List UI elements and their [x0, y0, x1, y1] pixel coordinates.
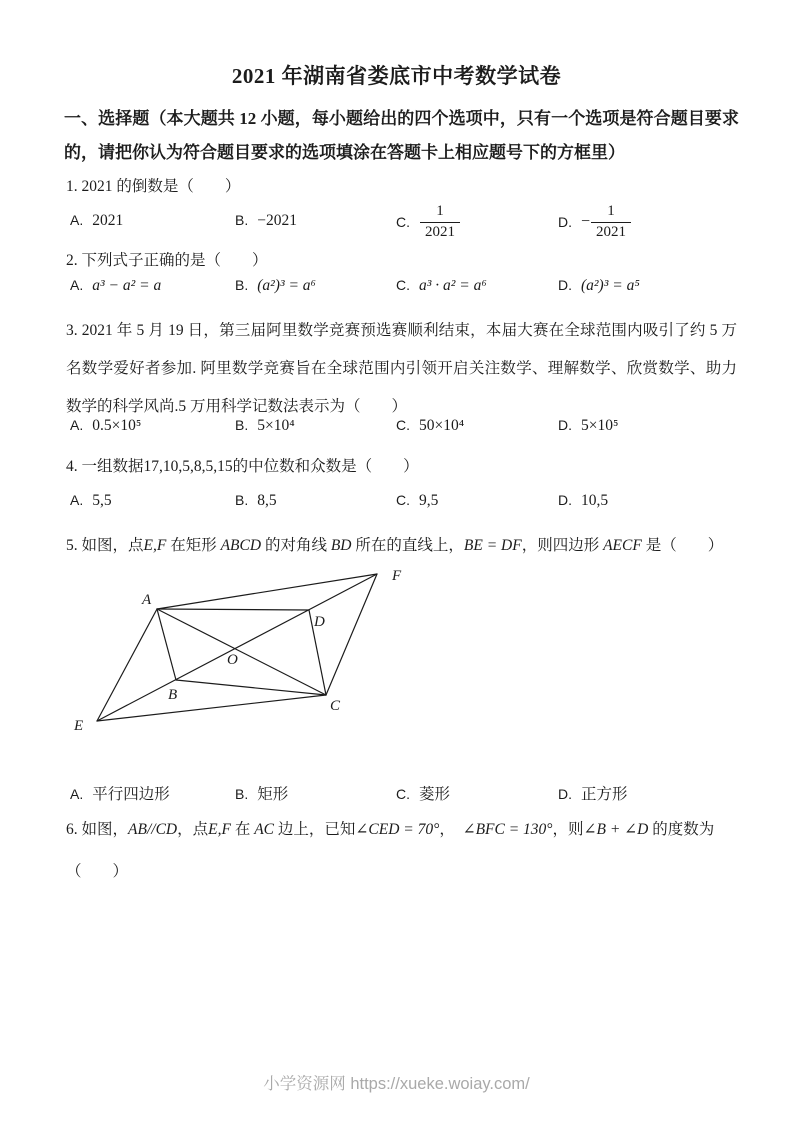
- question-1-stem: 1. 2021 的倒数是（ ）: [66, 178, 241, 195]
- stem-math: AECF: [603, 537, 642, 554]
- vertex-label-b: B: [168, 687, 178, 703]
- question-1-option-a: [70, 212, 123, 230]
- option-letter: B.: [235, 212, 249, 228]
- question-4-options: [0, 492, 793, 536]
- question-4-option-a: [70, 492, 112, 510]
- option-value: 正方形: [581, 786, 628, 803]
- question-3-option-b: [235, 417, 295, 435]
- question-1-option-d: [558, 198, 631, 246]
- option-value: 9,5: [419, 492, 439, 509]
- option-value: 5×10⁵: [581, 417, 619, 434]
- stem-math: BD: [330, 537, 352, 554]
- question-5-option-a: [70, 782, 170, 804]
- option-value: a³ − a² = a: [92, 277, 162, 294]
- option-letter: A.: [70, 277, 84, 293]
- stem-text: 边上，已知: [274, 821, 356, 838]
- option-value: 8,5: [257, 492, 277, 509]
- stem-text: 是（ ）: [641, 537, 724, 554]
- question-6-stem: [66, 818, 737, 842]
- vertex-label-c: C: [330, 698, 341, 714]
- stem-text: ，则: [552, 821, 584, 838]
- question-2-option-c: [396, 277, 487, 295]
- stem-math: 17,10,5,8,5,15: [143, 458, 233, 475]
- stem-text: 4. 一组数据: [66, 458, 144, 475]
- option-letter: C.: [396, 214, 410, 230]
- option-value: 50×10⁴: [419, 417, 465, 434]
- option-value: −2021: [257, 212, 297, 229]
- stem-text: 的度数为: [648, 821, 715, 838]
- option-letter: C.: [396, 417, 410, 433]
- option-letter: A.: [70, 786, 84, 802]
- vertex-label-f: F: [392, 568, 402, 584]
- option-value: 矩形: [257, 786, 289, 803]
- option-letter: B.: [235, 417, 249, 433]
- stem-math: ∠B + ∠D: [583, 821, 649, 838]
- question-5-option-b: [235, 782, 288, 804]
- stem-math: E,F: [208, 821, 231, 838]
- stem-text: 所在的直线上，: [351, 537, 464, 554]
- stem-math: AB//CD: [128, 821, 178, 838]
- question-2-stem: 2. 下列式子正确的是（ ）: [66, 252, 268, 269]
- stem-text: 的中位数和众数是（ ）: [232, 458, 419, 475]
- question-1-options: [0, 198, 793, 250]
- option-letter: C.: [396, 277, 410, 293]
- option-letter: C.: [396, 786, 410, 802]
- segment-EA: [97, 609, 157, 721]
- fraction: [591, 202, 631, 242]
- question-1-option-c: [396, 198, 460, 246]
- question-3-option-d: [558, 417, 618, 435]
- page-title: 2021 年湖南省娄底市中考数学试卷: [231, 64, 562, 88]
- diagonal-AC: [157, 609, 326, 695]
- option-letter: B.: [235, 277, 249, 293]
- question-4-option-c: [396, 492, 438, 510]
- question-5-stem: [66, 534, 737, 558]
- segment-AB: [157, 609, 176, 680]
- stem-math: ABCD: [220, 537, 262, 554]
- option-letter: D.: [558, 786, 572, 802]
- option-letter: A.: [70, 417, 84, 433]
- stem-math: ∠CED = 70°: [355, 821, 440, 838]
- stem-math: BE = DF: [463, 537, 522, 554]
- option-letter: A.: [70, 492, 84, 508]
- vertex-label-e: E: [74, 718, 84, 734]
- fraction: [420, 202, 460, 242]
- fraction-denominator: 2021: [591, 222, 631, 243]
- stem-math: ∠BFC = 130°: [462, 821, 553, 838]
- segment-BC: [176, 680, 326, 695]
- question-1-option-b: [235, 212, 297, 230]
- option-value: 2021: [92, 212, 124, 229]
- stem-text: 的对角线: [261, 537, 331, 554]
- option-value: 5×10⁴: [257, 417, 295, 434]
- option-letter: D.: [558, 417, 572, 433]
- option-letter: A.: [70, 212, 84, 228]
- stem-text: ，: [439, 821, 463, 838]
- fraction-sign: −: [581, 213, 591, 230]
- fraction-numerator: 1: [607, 203, 615, 219]
- stem-math: AC: [254, 821, 275, 838]
- stem-text: ，点: [177, 821, 209, 838]
- section-heading: 一、选择题（本大题共 12 小题，每小题给出的四个选项中，只有一个选项是符合题目要求的，请把你认为符合题目要求的选项填涂在答题卡上相应题号下的方框里）: [64, 109, 739, 162]
- question-2-option-a: [70, 277, 161, 295]
- fraction-denominator: 2021: [420, 222, 460, 243]
- option-value: a³ · a² = a⁶: [419, 277, 487, 294]
- option-letter: B.: [235, 786, 249, 802]
- center-label-o: O: [227, 652, 238, 668]
- segment-DA: [157, 609, 309, 610]
- stem-text: 6. 如图，: [66, 821, 129, 838]
- segment-FC: [326, 574, 377, 695]
- option-value: 平行四边形: [92, 786, 170, 803]
- question-5-option-c: [396, 782, 450, 804]
- vertex-label-a: A: [142, 592, 152, 608]
- option-value: 菱形: [419, 786, 451, 803]
- question-4-option-b: [235, 492, 277, 510]
- option-letter: D.: [558, 277, 572, 293]
- question-5-option-d: [558, 782, 628, 804]
- question-3-option-c: [396, 417, 464, 435]
- option-letter: D.: [558, 492, 572, 508]
- option-value: 10,5: [581, 492, 609, 509]
- stem-text: ，则四边形: [521, 537, 604, 554]
- stem-text: 5. 如图，点: [66, 537, 144, 554]
- option-letter: D.: [558, 214, 572, 230]
- question-2-option-b: [235, 277, 316, 295]
- stem-text: 在: [230, 821, 255, 838]
- option-value: (a²)³ = a⁶: [257, 277, 316, 294]
- question-3-option-a: [70, 417, 141, 435]
- vertex-label-d: D: [314, 614, 325, 630]
- stem-math: E,F: [143, 537, 167, 554]
- fraction-numerator: 1: [436, 203, 444, 219]
- question-6-answer-blank: （ ）: [66, 863, 129, 880]
- option-value: (a²)³ = a⁵: [581, 277, 640, 294]
- question-5-figure: [58, 560, 418, 745]
- segment-EC: [97, 695, 326, 721]
- footer-watermark: 小学资源网 https://xueke.woiay.com/: [263, 1075, 530, 1093]
- question-4-stem: [66, 455, 737, 479]
- option-letter: B.: [235, 492, 249, 508]
- option-value: 0.5×10⁵: [92, 417, 142, 434]
- option-letter: C.: [396, 492, 410, 508]
- option-value: 5,5: [92, 492, 112, 509]
- stem-text: 在矩形: [166, 537, 221, 554]
- question-2-option-d: [558, 277, 640, 295]
- question-3-stem: 3. 2021 年 5 月 19 日，第三届阿里数学竞赛预选赛顺利结束，本届大赛在全球范围内吸引了约 5 万名数学爱好者参加. 阿里数学竞赛旨在全球范围内引领开启关注数学、理解数学、欣赏数学、助力数学的科学风尚.5 万用科学记数法表示为（ ）: [66, 322, 737, 415]
- question-4-option-d: [558, 492, 608, 510]
